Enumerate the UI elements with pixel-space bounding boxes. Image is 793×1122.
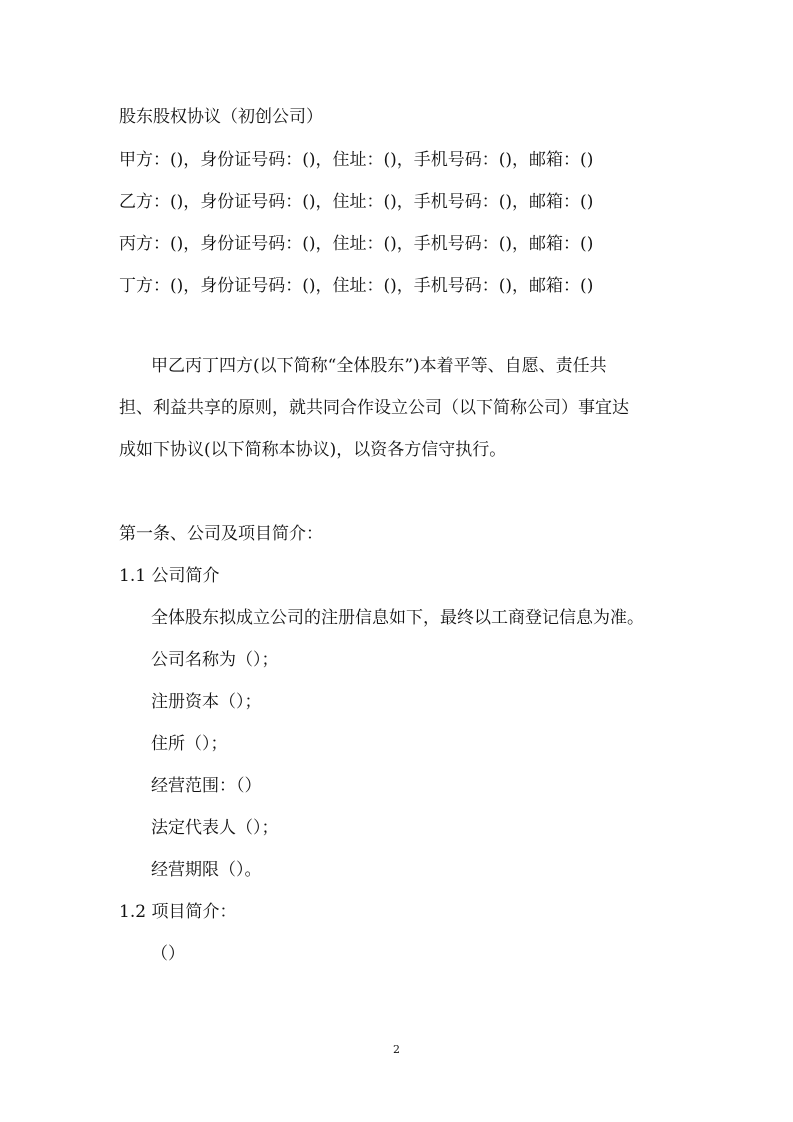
party-b-line: 乙方：()，身份证号码：()，住址：()，手机号码：()，邮箱：() [119,192,594,212]
address-item: 住所（）； [151,734,228,754]
section-1-2-content: （） [151,944,185,964]
operating-period-item: 经营期限（）。 [151,860,262,880]
page-number: 2 [393,1043,400,1056]
party-c-line: 丙方：()，身份证号码：()，住址：()，手机号码：()，邮箱：() [119,234,594,254]
party-a-line: 甲方：()，身份证号码：()，住址：()，手机号码：()，邮箱：() [119,150,594,170]
legal-representative-item: 法定代表人（）； [151,818,279,838]
party-d-line: 丁方：()，身份证号码：()，住址：()，手机号码：()，邮箱：() [119,276,594,296]
company-name-item: 公司名称为（）； [151,650,279,670]
section-1-1-intro: 全体股东拟成立公司的注册信息如下，最终以工商登记信息为准。 [151,608,644,628]
document-title: 股东股权协议（初创公司） [119,107,323,127]
preamble-line-3: 成如下协议(以下简称本协议)，以资各方信守执行。 [119,440,507,460]
section-1-1-heading: 1.1 公司简介 [119,566,220,586]
section-1-2-heading: 1.2 项目简介： [119,902,237,922]
preamble-line-2: 担、利益共享的原则，就共同合作设立公司（以下简称公司）事宜达 [119,398,629,418]
business-scope-item: 经营范围：（） [151,776,262,796]
preamble-line-1: 甲乙丙丁四方(以下简称“全体股东”)本着平等、自愿、责任共 [151,356,607,376]
article-1-heading: 第一条、公司及项目简介： [119,524,323,544]
registered-capital-item: 注册资本（）； [151,692,262,712]
